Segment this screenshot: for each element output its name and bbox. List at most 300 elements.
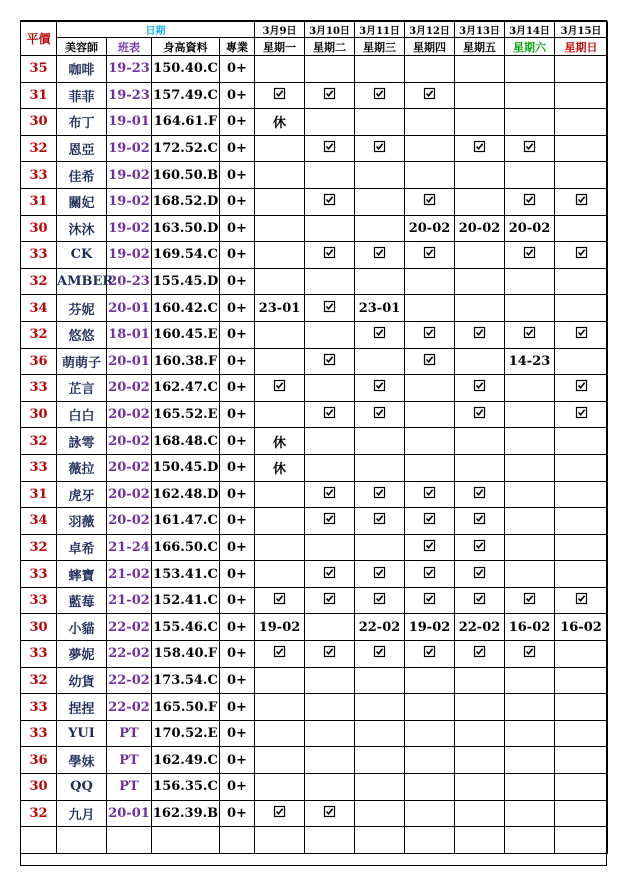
shift-cell: 20-02 xyxy=(107,454,152,481)
schedule-cell xyxy=(505,720,555,747)
schedule-cell xyxy=(505,56,555,83)
profile-cell: 166.50.C xyxy=(152,534,220,561)
profile-cell: 163.50.D xyxy=(152,215,220,242)
schedule-cell xyxy=(355,481,405,508)
shift-cell: 19-23 xyxy=(107,82,152,109)
special-cell: 0+ xyxy=(220,508,255,535)
schedule-cell xyxy=(405,694,455,721)
checked-box-icon xyxy=(274,593,285,604)
profile-cell: 162.49.C xyxy=(152,747,220,774)
shift-cell: PT xyxy=(107,720,152,747)
checked-box-icon xyxy=(274,380,285,391)
checked-box-icon xyxy=(474,646,485,657)
schedule-cell xyxy=(355,641,405,668)
schedule-cell: 16-02 xyxy=(505,614,555,641)
checked-box-icon xyxy=(324,194,335,205)
schedule-cell xyxy=(455,135,505,162)
schedule-cell xyxy=(305,135,355,162)
schedule-cell xyxy=(505,428,555,455)
schedule-cell xyxy=(305,428,355,455)
table-row xyxy=(21,56,608,83)
schedule-cell xyxy=(505,295,555,322)
schedule-cell xyxy=(505,375,555,402)
empty-cell xyxy=(220,827,255,854)
table-row xyxy=(21,188,608,215)
schedule-cell xyxy=(355,56,405,83)
shift-cell: 20-01 xyxy=(107,348,152,375)
schedule-cell xyxy=(305,641,355,668)
schedule-cell: 16-02 xyxy=(555,614,608,641)
profile-cell: 164.61.F xyxy=(152,109,220,136)
table-row xyxy=(21,135,608,162)
checked-box-icon xyxy=(324,806,335,817)
table-row xyxy=(21,428,608,455)
price-cell: 33 xyxy=(21,375,57,402)
special-cell: 0+ xyxy=(220,188,255,215)
header-row-columns xyxy=(21,38,608,56)
schedule-cell xyxy=(355,375,405,402)
schedule-cell xyxy=(355,428,405,455)
checked-box-icon xyxy=(474,513,485,524)
empty-row xyxy=(21,827,608,854)
schedule-cell xyxy=(405,242,455,269)
schedule-cell xyxy=(255,242,305,269)
schedule-cell xyxy=(305,82,355,109)
special-cell: 0+ xyxy=(220,82,255,109)
table-row xyxy=(21,747,608,774)
price-header: 平價 xyxy=(21,22,57,56)
special-cell: 0+ xyxy=(220,694,255,721)
shift-column-header: 班表 xyxy=(107,38,152,56)
checked-box-icon xyxy=(474,567,485,578)
profile-cell: 168.52.D xyxy=(152,188,220,215)
checked-box-icon xyxy=(474,327,485,338)
beautician-name-cell: 關妃 xyxy=(57,188,107,215)
date-header-cell: 3月15日 xyxy=(555,22,608,38)
schedule-cell xyxy=(405,268,455,295)
checked-box-icon xyxy=(374,88,385,99)
checked-box-icon xyxy=(324,567,335,578)
price-cell: 34 xyxy=(21,508,57,535)
date-header-cell: 3月10日 xyxy=(305,22,355,38)
shift-cell: 22-02 xyxy=(107,641,152,668)
schedule-cell xyxy=(305,188,355,215)
price-cell: 36 xyxy=(21,348,57,375)
shift-cell: 20-02 xyxy=(107,375,152,402)
price-cell: 33 xyxy=(21,720,57,747)
schedule-cell xyxy=(555,774,608,801)
shift-cell: 19-01 xyxy=(107,109,152,136)
weekday-header: 星期五 xyxy=(455,38,505,56)
beautician-name-cell: 捏捏 xyxy=(57,694,107,721)
shift-cell: PT xyxy=(107,774,152,801)
checked-box-icon xyxy=(424,354,435,365)
special-cell: 0+ xyxy=(220,268,255,295)
shift-cell: 19-02 xyxy=(107,162,152,189)
profile-cell: 160.42.C xyxy=(152,295,220,322)
table-row xyxy=(21,82,608,109)
schedule-cell xyxy=(555,694,608,721)
weekday-header-saturday: 星期六 xyxy=(505,38,555,56)
schedule-cell xyxy=(255,162,305,189)
schedule-cell xyxy=(255,348,305,375)
table-row xyxy=(21,109,608,136)
beautician-name-cell: 菲菲 xyxy=(57,82,107,109)
schedule-cell xyxy=(405,508,455,535)
schedule-cell xyxy=(505,534,555,561)
schedule-cell xyxy=(555,800,608,827)
table-row xyxy=(21,481,608,508)
schedule-cell: 23-01 xyxy=(255,295,305,322)
schedule-cell xyxy=(455,321,505,348)
schedule-cell xyxy=(505,800,555,827)
special-cell: 0+ xyxy=(220,720,255,747)
schedule-cell xyxy=(555,268,608,295)
checked-box-icon xyxy=(374,593,385,604)
schedule-cell xyxy=(255,587,305,614)
schedule-cell xyxy=(405,348,455,375)
checked-box-icon xyxy=(374,247,385,258)
table-row xyxy=(21,587,608,614)
schedule-cell xyxy=(255,667,305,694)
table-row xyxy=(21,215,608,242)
schedule-cell xyxy=(255,774,305,801)
profile-cell: 162.47.C xyxy=(152,375,220,402)
schedule-cell xyxy=(305,375,355,402)
schedule-cell xyxy=(255,188,305,215)
beautician-name-cell: 恩亞 xyxy=(57,135,107,162)
schedule-cell xyxy=(305,720,355,747)
schedule-cell xyxy=(255,747,305,774)
schedule-cell xyxy=(455,774,505,801)
price-cell: 32 xyxy=(21,321,57,348)
profile-cell: 155.45.D xyxy=(152,268,220,295)
profile-cell: 172.52.C xyxy=(152,135,220,162)
checked-box-icon xyxy=(424,194,435,205)
schedule-cell xyxy=(255,401,305,428)
beautician-name-cell: 小貓 xyxy=(57,614,107,641)
schedule-cell xyxy=(505,401,555,428)
checked-box-icon xyxy=(374,567,385,578)
checked-box-icon xyxy=(374,646,385,657)
beautician-name-cell: 薇拉 xyxy=(57,454,107,481)
shift-cell: 20-02 xyxy=(107,428,152,455)
schedule-cell xyxy=(405,481,455,508)
schedule-cell xyxy=(355,747,405,774)
beautician-name-cell: QQ xyxy=(57,774,107,801)
schedule-cell xyxy=(405,56,455,83)
checked-box-icon xyxy=(524,327,535,338)
shift-cell: 20-02 xyxy=(107,481,152,508)
special-cell: 0+ xyxy=(220,534,255,561)
beautician-name-cell: AMBER xyxy=(57,268,107,295)
profile-column-header: 身高資料 xyxy=(152,38,220,56)
checked-box-icon xyxy=(524,194,535,205)
table-row xyxy=(21,321,608,348)
date-header-cell: 3月9日 xyxy=(255,22,305,38)
schedule-cell xyxy=(405,587,455,614)
shift-cell: 20-01 xyxy=(107,800,152,827)
checked-box-icon xyxy=(324,301,335,312)
shift-cell: 20-01 xyxy=(107,295,152,322)
schedule-cell xyxy=(255,481,305,508)
schedule-cell xyxy=(555,162,608,189)
price-cell: 33 xyxy=(21,587,57,614)
shift-cell: 18-01 xyxy=(107,321,152,348)
price-cell: 31 xyxy=(21,82,57,109)
beautician-name-cell: 夢妮 xyxy=(57,641,107,668)
schedule-cell: 休 xyxy=(255,428,305,455)
schedule-cell xyxy=(555,215,608,242)
schedule-cell xyxy=(355,242,405,269)
schedule-cell: 休 xyxy=(255,454,305,481)
schedule-cell xyxy=(505,454,555,481)
checked-box-icon xyxy=(524,646,535,657)
special-cell: 0+ xyxy=(220,215,255,242)
checked-box-icon xyxy=(324,487,335,498)
schedule-cell xyxy=(555,747,608,774)
beautician-name-cell: 九月 xyxy=(57,800,107,827)
checked-box-icon xyxy=(474,380,485,391)
schedule-cell xyxy=(555,508,608,535)
checked-box-icon xyxy=(374,327,385,338)
checked-box-icon xyxy=(424,540,435,551)
schedule-cell: 休 xyxy=(255,109,305,136)
beautician-name-cell: 詠雩 xyxy=(57,428,107,455)
schedule-cell xyxy=(505,162,555,189)
schedule-cell xyxy=(305,800,355,827)
checked-box-icon xyxy=(524,141,535,152)
price-cell: 33 xyxy=(21,454,57,481)
table-row xyxy=(21,401,608,428)
schedule-cell xyxy=(355,348,405,375)
profile-cell: 152.41.C xyxy=(152,587,220,614)
schedule-cell xyxy=(305,667,355,694)
schedule-cell xyxy=(305,454,355,481)
schedule-cell: 22-02 xyxy=(455,614,505,641)
beautician-name-cell: YUI xyxy=(57,720,107,747)
schedule-cell xyxy=(505,694,555,721)
checked-box-icon xyxy=(424,513,435,524)
shift-cell: 21-02 xyxy=(107,561,152,588)
schedule-cell xyxy=(355,800,405,827)
schedule-cell xyxy=(405,428,455,455)
special-cell: 0+ xyxy=(220,162,255,189)
schedule-cell xyxy=(555,587,608,614)
checked-box-icon xyxy=(424,327,435,338)
schedule-cell: 19-02 xyxy=(255,614,305,641)
schedule-cell xyxy=(355,162,405,189)
special-cell: 0+ xyxy=(220,135,255,162)
schedule-cell xyxy=(555,135,608,162)
schedule-cell xyxy=(305,242,355,269)
schedule-cell xyxy=(255,215,305,242)
checked-box-icon xyxy=(424,567,435,578)
special-column-header: 專業 xyxy=(220,38,255,56)
checked-box-icon xyxy=(374,487,385,498)
empty-cell xyxy=(255,827,305,854)
table-row xyxy=(21,800,608,827)
price-cell: 30 xyxy=(21,774,57,801)
schedule-cell xyxy=(255,720,305,747)
schedule-cell xyxy=(455,800,505,827)
schedule-table xyxy=(20,21,608,854)
checked-box-icon xyxy=(424,593,435,604)
schedule-cell xyxy=(305,56,355,83)
shift-cell: 21-24 xyxy=(107,534,152,561)
special-cell: 0+ xyxy=(220,428,255,455)
schedule-cell xyxy=(355,774,405,801)
special-cell: 0+ xyxy=(220,587,255,614)
special-cell: 0+ xyxy=(220,375,255,402)
schedule-cell xyxy=(455,348,505,375)
schedule-cell xyxy=(255,508,305,535)
schedule-cell xyxy=(305,614,355,641)
shift-cell: 19-02 xyxy=(107,135,152,162)
empty-cell xyxy=(305,827,355,854)
special-cell: 0+ xyxy=(220,614,255,641)
beautician-name-cell: 虎牙 xyxy=(57,481,107,508)
schedule-cell xyxy=(455,82,505,109)
schedule-cell xyxy=(305,295,355,322)
schedule-cell xyxy=(255,375,305,402)
schedule-cell xyxy=(455,188,505,215)
beautician-name-cell: CK xyxy=(57,242,107,269)
checked-box-icon xyxy=(324,407,335,418)
beautician-name-cell: 羽薇 xyxy=(57,508,107,535)
checked-box-icon xyxy=(474,593,485,604)
checked-box-icon xyxy=(324,513,335,524)
schedule-cell xyxy=(355,82,405,109)
schedule-cell xyxy=(355,561,405,588)
beautician-name-cell: 卓希 xyxy=(57,534,107,561)
table-row xyxy=(21,295,608,322)
checked-box-icon xyxy=(374,380,385,391)
price-cell: 34 xyxy=(21,295,57,322)
special-cell: 0+ xyxy=(220,800,255,827)
profile-cell: 169.54.C xyxy=(152,242,220,269)
schedule-cell xyxy=(555,720,608,747)
special-cell: 0+ xyxy=(220,56,255,83)
price-cell: 32 xyxy=(21,268,57,295)
empty-cell xyxy=(21,827,57,854)
price-cell: 32 xyxy=(21,667,57,694)
schedule-cell xyxy=(455,508,505,535)
checked-box-icon xyxy=(324,88,335,99)
shift-cell: 19-02 xyxy=(107,242,152,269)
beautician-name-cell: 沐沐 xyxy=(57,215,107,242)
schedule-cell xyxy=(405,321,455,348)
schedule-cell xyxy=(405,375,455,402)
schedule-cell xyxy=(405,747,455,774)
schedule-cell xyxy=(255,800,305,827)
checked-box-icon xyxy=(424,88,435,99)
schedule-cell xyxy=(555,56,608,83)
price-cell: 30 xyxy=(21,109,57,136)
schedule-cell xyxy=(555,321,608,348)
name-column-header: 美容師 xyxy=(57,38,107,56)
checked-box-icon xyxy=(274,88,285,99)
checked-box-icon xyxy=(324,354,335,365)
schedule-cell xyxy=(405,720,455,747)
profile-cell: 153.41.C xyxy=(152,561,220,588)
schedule-cell xyxy=(305,401,355,428)
shift-cell: 19-02 xyxy=(107,188,152,215)
beautician-name-cell: 蟀寶 xyxy=(57,561,107,588)
profile-cell: 157.49.C xyxy=(152,82,220,109)
table-row xyxy=(21,242,608,269)
schedule-cell: 19-02 xyxy=(405,614,455,641)
schedule-cell xyxy=(255,561,305,588)
schedule-cell xyxy=(405,135,455,162)
price-cell: 33 xyxy=(21,694,57,721)
date-header-cell: 3月12日 xyxy=(405,22,455,38)
schedule-cell xyxy=(355,720,405,747)
table-row xyxy=(21,641,608,668)
profile-cell: 165.52.E xyxy=(152,401,220,428)
profile-cell: 155.46.C xyxy=(152,614,220,641)
shift-cell: PT xyxy=(107,747,152,774)
schedule-cell xyxy=(255,321,305,348)
schedule-cell xyxy=(555,188,608,215)
schedule-cell xyxy=(455,481,505,508)
table-row xyxy=(21,162,608,189)
schedule-cell: 22-02 xyxy=(355,614,405,641)
schedule-cell xyxy=(505,109,555,136)
profile-cell: 170.52.E xyxy=(152,720,220,747)
special-cell: 0+ xyxy=(220,561,255,588)
schedule-cell xyxy=(355,268,405,295)
schedule-cell xyxy=(355,215,405,242)
price-cell: 36 xyxy=(21,747,57,774)
table-row xyxy=(21,614,608,641)
schedule-cell xyxy=(255,641,305,668)
schedule-cell xyxy=(505,481,555,508)
shift-cell: 22-02 xyxy=(107,694,152,721)
checked-box-icon xyxy=(324,247,335,258)
price-cell: 30 xyxy=(21,401,57,428)
checked-box-icon xyxy=(424,646,435,657)
schedule-cell xyxy=(355,454,405,481)
schedule-cell: 20-02 xyxy=(455,215,505,242)
schedule-cell xyxy=(405,774,455,801)
shift-cell: 20-02 xyxy=(107,401,152,428)
checked-box-icon xyxy=(576,247,587,258)
shift-cell: 21-02 xyxy=(107,587,152,614)
profile-cell: 150.45.D xyxy=(152,454,220,481)
schedule-cell xyxy=(255,694,305,721)
schedule-cell xyxy=(455,561,505,588)
empty-cell xyxy=(555,827,608,854)
price-cell: 32 xyxy=(21,428,57,455)
date-header-cell: 3月14日 xyxy=(505,22,555,38)
beautician-name-cell: 佳希 xyxy=(57,162,107,189)
schedule-cell xyxy=(355,109,405,136)
schedule-cell xyxy=(405,82,455,109)
profile-cell: 168.48.C xyxy=(152,428,220,455)
shift-cell: 22-02 xyxy=(107,667,152,694)
price-cell: 35 xyxy=(21,56,57,83)
profile-cell: 173.54.C xyxy=(152,667,220,694)
price-cell: 31 xyxy=(21,481,57,508)
schedule-cell xyxy=(455,587,505,614)
schedule-cell xyxy=(455,747,505,774)
schedule-cell xyxy=(405,109,455,136)
schedule-cell xyxy=(505,641,555,668)
schedule-cell xyxy=(305,747,355,774)
empty-cell xyxy=(57,827,107,854)
schedule-cell xyxy=(505,508,555,535)
